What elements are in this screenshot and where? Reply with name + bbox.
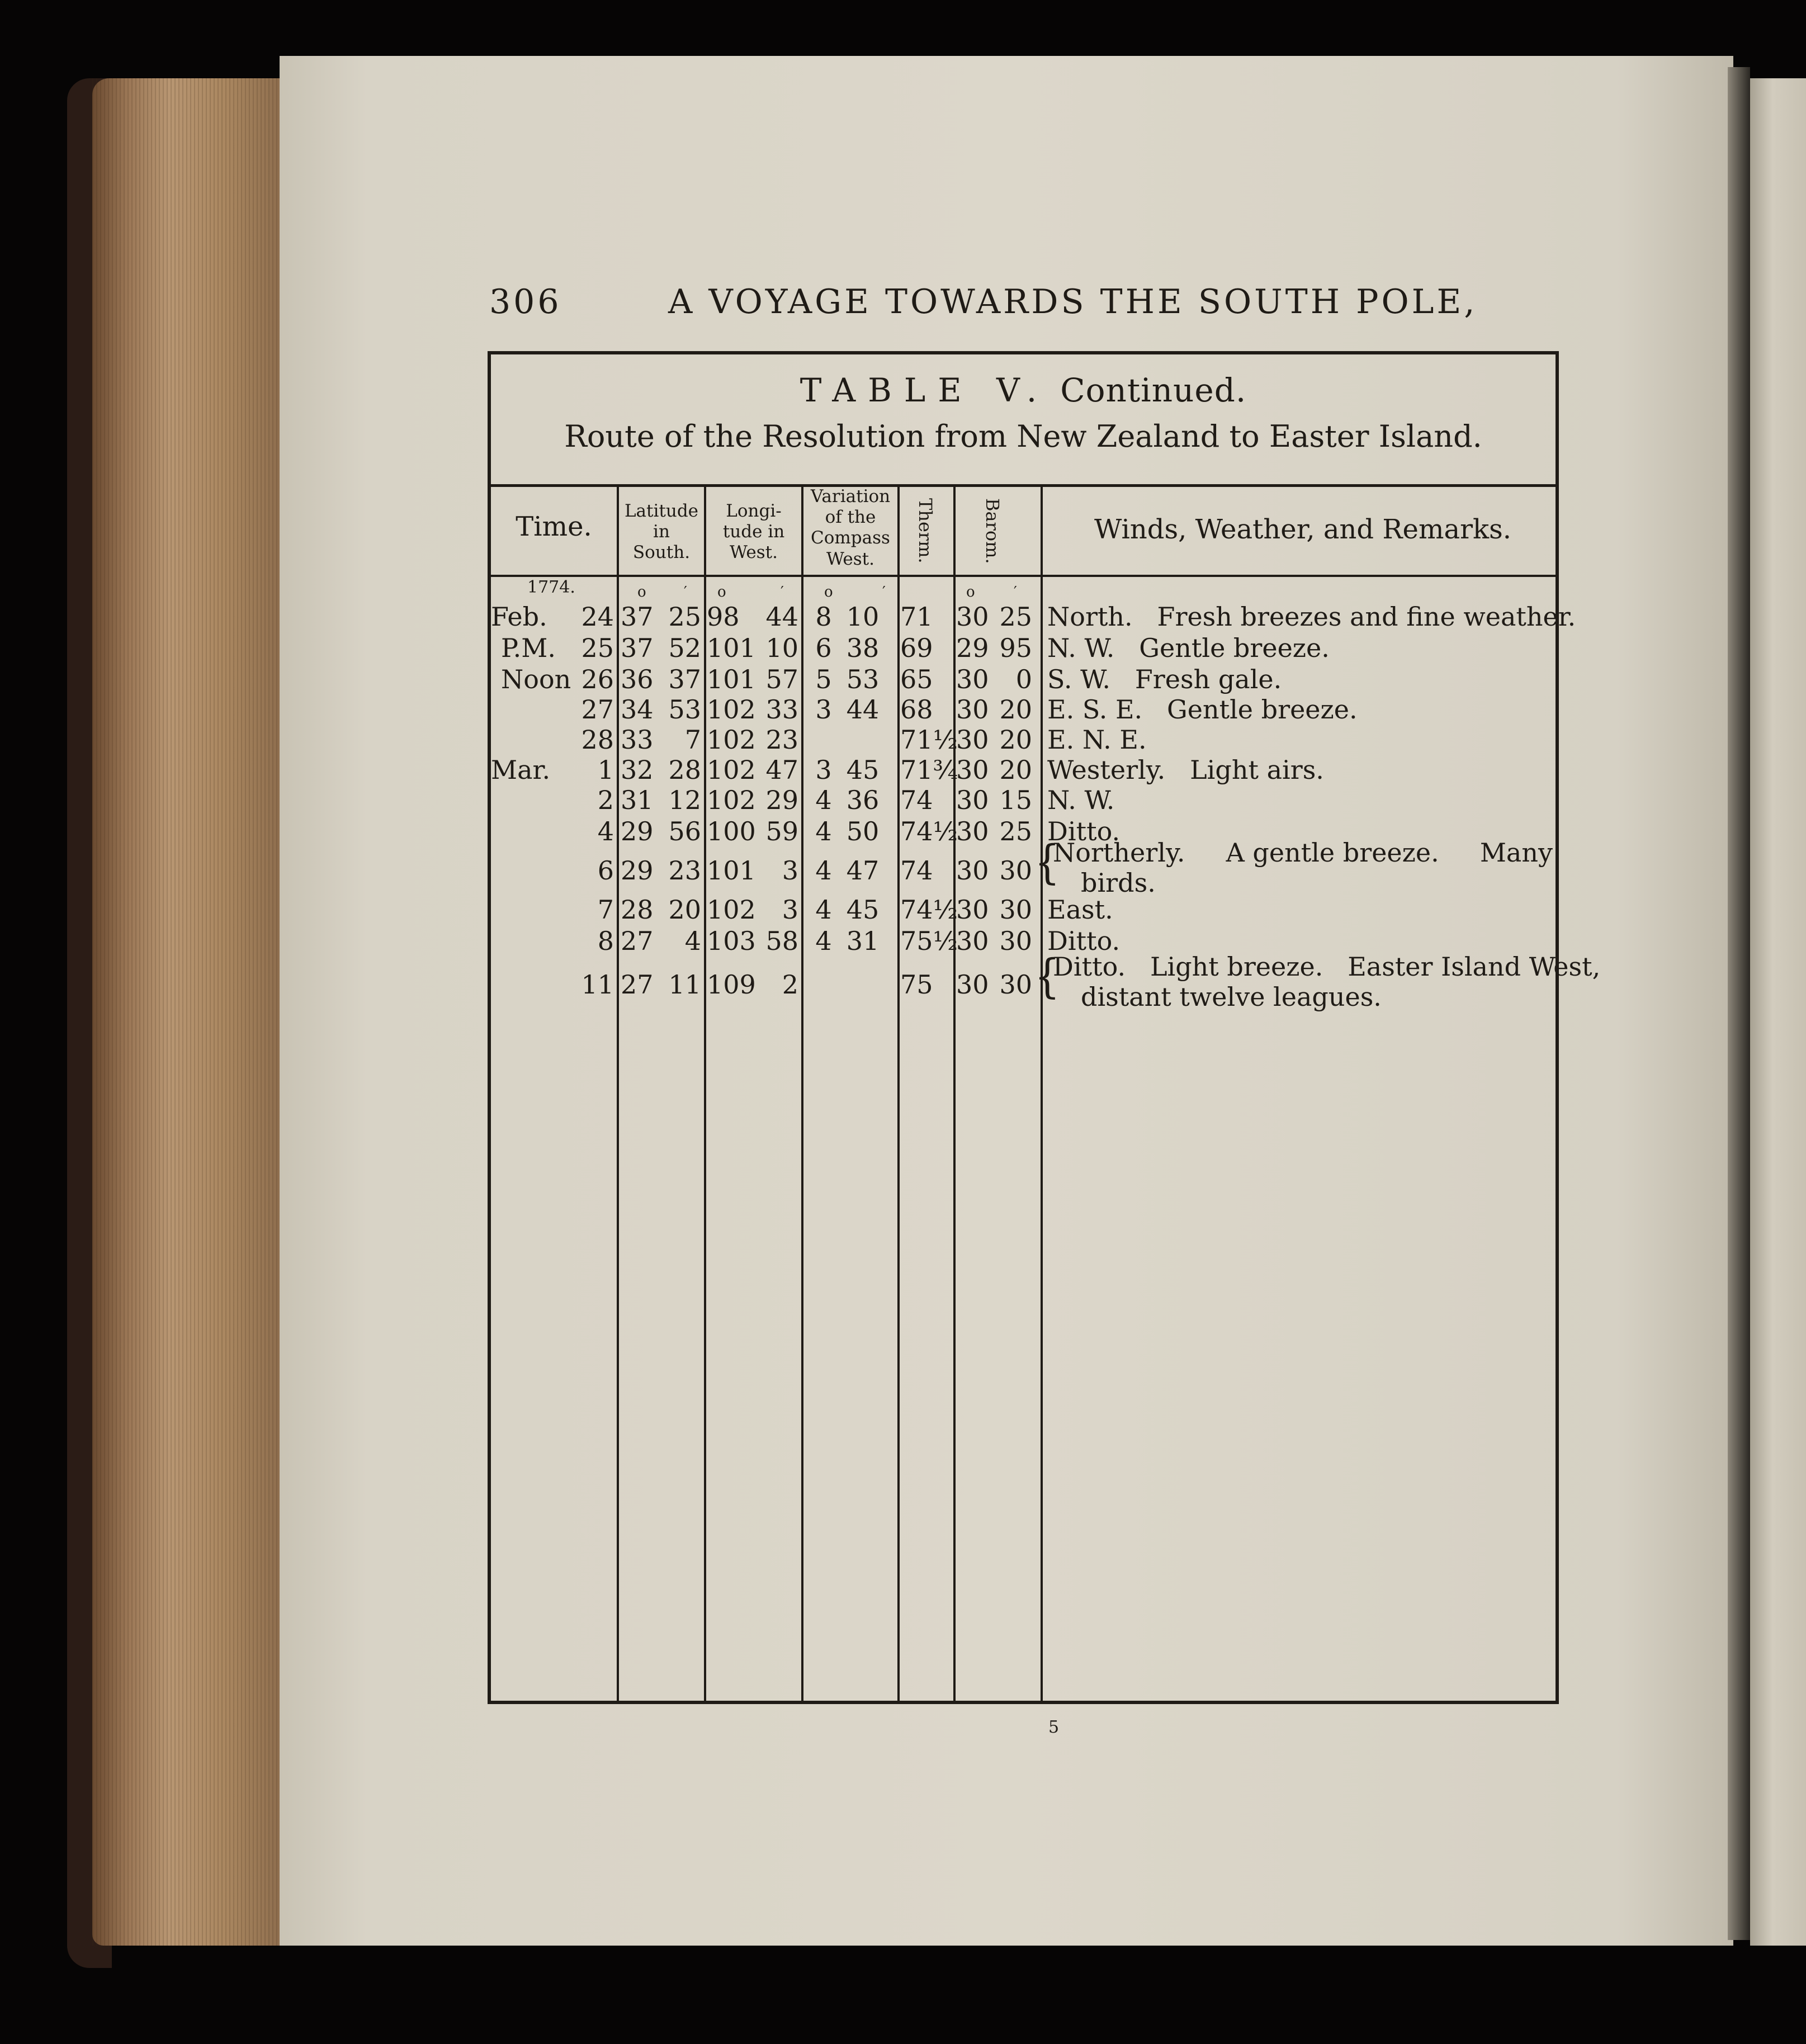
cell-bar-h: 30 xyxy=(999,855,1032,886)
cell-day: 26 xyxy=(581,664,614,694)
cell-remark: S. W. Fresh gale. xyxy=(1047,664,1282,694)
cell-var-d: 4 xyxy=(815,855,832,886)
cell-lat-m: 12 xyxy=(668,785,701,815)
cell-lon-d: 102 xyxy=(707,785,756,815)
cell-lon-d: 102 xyxy=(707,895,756,925)
cell-var-m: 45 xyxy=(846,895,880,925)
cell-lat-d: 31 xyxy=(621,785,654,815)
cell-lon-m: 3 xyxy=(782,895,798,925)
cell-lon-m: 3 xyxy=(782,855,798,886)
cell-day: 6 xyxy=(597,855,614,886)
page-edges xyxy=(92,78,285,1946)
cell-lat-m: 25 xyxy=(668,602,701,632)
cell-bar-i: 30 xyxy=(956,725,989,755)
header-longitude-line3: West. xyxy=(730,542,778,563)
cell-bar-h: 20 xyxy=(999,755,1032,785)
cell-lon-d: 101 xyxy=(707,855,756,886)
cell-var-m: 36 xyxy=(846,785,880,815)
cell-remark: E. N. E. xyxy=(1047,725,1147,755)
header-latitude xyxy=(619,501,704,564)
cell-remark: N. W. Gentle breeze. xyxy=(1047,633,1330,663)
page-number: 306 xyxy=(489,282,562,321)
header-longitude-line2: tude in xyxy=(722,522,785,542)
cell-lon-d: 101 xyxy=(707,633,756,663)
cell-lon-m: 57 xyxy=(765,664,798,694)
cell-therm: 69 xyxy=(900,633,933,663)
cell-remark: Ditto. xyxy=(1047,816,1121,846)
lat-minute-mark: ′ xyxy=(684,584,687,600)
cell-lat-d: 32 xyxy=(621,755,654,785)
cell-therm: 75½ xyxy=(900,926,958,956)
cell-lon-m: 44 xyxy=(765,602,798,632)
header-variation-line1: Variation xyxy=(810,486,891,507)
cell-remark: E. S. E. Gentle breeze. xyxy=(1047,694,1358,725)
cell-var-m: 10 xyxy=(846,602,880,632)
cell-lat-m: 7 xyxy=(684,725,701,755)
cell-lat-d: 33 xyxy=(621,725,654,755)
header-latitude-line3: South. xyxy=(632,542,691,563)
cell-var-m: 53 xyxy=(846,664,880,694)
cell-remark: Ditto. xyxy=(1047,926,1121,956)
cell-therm: 65 xyxy=(900,664,933,694)
var-degree-mark: o xyxy=(824,584,833,600)
cell-lon-m: 10 xyxy=(765,633,798,663)
header-latitude-line2: in xyxy=(653,522,670,542)
col-rule-lon xyxy=(801,485,803,1704)
cell-bar-i: 30 xyxy=(956,694,989,725)
cell-lat-m: 56 xyxy=(668,816,701,846)
cell-lon-d: 102 xyxy=(707,755,756,785)
facing-page xyxy=(1750,78,1806,1946)
cell-lon-m: 47 xyxy=(765,755,798,785)
cell-bar-h: 20 xyxy=(999,694,1032,725)
cell-var-m: 38 xyxy=(846,633,880,663)
header-variation-line4: West. xyxy=(826,548,874,569)
cell-bar-i: 29 xyxy=(956,633,989,663)
cell-lon-m: 23 xyxy=(765,725,798,755)
cell-month: Mar. xyxy=(491,755,551,785)
cell-bar-h: 30 xyxy=(999,926,1032,956)
cell-lon-m: 33 xyxy=(765,694,798,725)
cell-bar-i: 30 xyxy=(956,602,989,632)
header-variation xyxy=(803,486,897,570)
cell-day: 7 xyxy=(597,895,614,925)
cell-bar-i: 30 xyxy=(956,755,989,785)
cell-lat-d: 37 xyxy=(621,633,654,663)
running-title: A VOYAGE TOWARDS THE SOUTH POLE, xyxy=(668,282,1478,321)
cell-therm: 74½ xyxy=(900,816,958,846)
cell-lat-d: 36 xyxy=(621,664,654,694)
header-barom: Barom. xyxy=(982,498,1003,564)
header-time: Time. xyxy=(516,511,592,542)
cell-lat-d: 29 xyxy=(621,816,654,846)
col-rule-barom xyxy=(1041,485,1043,1704)
cell-var-d: 8 xyxy=(815,602,832,632)
table-title xyxy=(491,371,1556,409)
var-minute-mark: ′ xyxy=(882,584,886,600)
cell-remark: N. W. xyxy=(1047,785,1115,815)
header-variation-line3: Compass xyxy=(811,528,890,548)
cell-lon-d: 102 xyxy=(707,725,756,755)
col-rule-time xyxy=(617,485,619,1704)
cell-day: 8 xyxy=(597,926,614,956)
cell-lat-m: 4 xyxy=(684,926,701,956)
bar-minute-mark: ′ xyxy=(1014,584,1017,600)
cell-therm: 71¾ xyxy=(900,755,958,785)
cell-day: 1 xyxy=(597,755,614,785)
cell-var-d: 4 xyxy=(815,895,832,925)
cell-bar-h: 20 xyxy=(999,725,1032,755)
cell-bar-h: 0 xyxy=(1015,664,1032,694)
table-title-suffix: Continued. xyxy=(1060,371,1247,409)
cell-lon-d: 102 xyxy=(707,694,756,725)
cell-therm: 71 xyxy=(900,602,933,632)
cell-remark-continued: distant twelve leagues. xyxy=(1081,982,1382,1012)
cell-lon-d: 103 xyxy=(707,926,756,956)
cell-lat-m: 53 xyxy=(668,694,701,725)
cell-lat-d: 29 xyxy=(621,855,654,886)
cell-lat-d: 27 xyxy=(621,969,654,1000)
col-rule-therm xyxy=(953,485,956,1704)
cell-bar-h: 30 xyxy=(999,969,1032,1000)
cell-lat-m: 20 xyxy=(668,895,701,925)
cell-remark: Westerly. Light airs. xyxy=(1047,755,1324,785)
cell-var-m: 50 xyxy=(846,816,880,846)
cell-lat-m: 37 xyxy=(668,664,701,694)
cell-var-d: 6 xyxy=(815,633,832,663)
cell-bar-h: 25 xyxy=(999,602,1032,632)
cell-lon-d: 100 xyxy=(707,816,756,846)
cell-bar-i: 30 xyxy=(956,926,989,956)
col-rule-lat xyxy=(704,485,706,1704)
rule-below-headers xyxy=(491,575,1556,577)
cell-bar-h: 25 xyxy=(999,816,1032,846)
cell-lon-m: 59 xyxy=(765,816,798,846)
book-gutter xyxy=(1728,67,1750,1940)
running-head xyxy=(489,282,1478,327)
cell-lat-d: 37 xyxy=(621,602,654,632)
cell-day: 11 xyxy=(581,969,614,1000)
cell-therm: 71½ xyxy=(900,725,958,755)
cell-label: P.M. xyxy=(501,633,556,663)
cell-lat-m: 11 xyxy=(668,969,701,1000)
brace-mark: { xyxy=(1034,835,1060,889)
cell-var-m: 44 xyxy=(846,694,880,725)
cell-remark: Ditto. Light breeze. Easter Island West, xyxy=(1053,952,1601,982)
cell-month: Feb. xyxy=(491,602,547,632)
bar-degree-mark: o xyxy=(966,584,975,600)
cell-lat-d: 28 xyxy=(621,895,654,925)
cell-therm: 68 xyxy=(900,694,933,725)
cell-var-d: 4 xyxy=(815,816,832,846)
cell-lon-d: 109 xyxy=(707,969,756,1000)
header-longitude-line1: Longi- xyxy=(726,501,782,521)
header-longitude xyxy=(706,501,801,564)
cell-lat-m: 52 xyxy=(668,633,701,663)
data-table xyxy=(488,351,1601,1704)
year-label: 1774. xyxy=(527,578,575,597)
col-rule-var xyxy=(897,485,900,1704)
cell-day: 25 xyxy=(581,633,614,663)
cell-lon-m: 29 xyxy=(765,785,798,815)
header-remarks: Winds, Weather, and Remarks. xyxy=(1094,514,1511,545)
brace-mark: { xyxy=(1034,949,1060,1004)
lon-minute-mark: ′ xyxy=(781,584,784,600)
cell-bar-i: 30 xyxy=(956,785,989,815)
cell-var-d: 4 xyxy=(815,785,832,815)
cell-remark: North. Fresh breezes and fine weather. xyxy=(1047,602,1576,632)
rule-below-title xyxy=(491,484,1556,487)
cell-lat-d: 27 xyxy=(621,926,654,956)
cell-remark: East. xyxy=(1047,895,1113,925)
cell-therm: 74 xyxy=(900,785,933,815)
cell-day: 2 xyxy=(597,785,614,815)
cell-therm: 74½ xyxy=(900,895,958,925)
cell-day: 24 xyxy=(581,602,614,632)
cell-lon-m: 58 xyxy=(765,926,798,956)
signature-mark: 5 xyxy=(1048,1717,1060,1737)
cell-lat-m: 28 xyxy=(668,755,701,785)
cell-var-d: 5 xyxy=(815,664,832,694)
header-therm: Therm. xyxy=(915,498,936,564)
cell-remark-continued: birds. xyxy=(1081,868,1156,898)
cell-var-m: 47 xyxy=(846,855,880,886)
cell-remark: Northerly. A gentle breeze. Many xyxy=(1053,838,1553,868)
cell-day: 28 xyxy=(581,725,614,755)
cell-lat-d: 34 xyxy=(621,694,654,725)
cell-var-d: 4 xyxy=(815,926,832,956)
cell-bar-h: 95 xyxy=(999,633,1032,663)
header-variation-line2: of the xyxy=(825,507,876,528)
cell-bar-i: 30 xyxy=(956,816,989,846)
cell-bar-i: 30 xyxy=(956,895,989,925)
table-title-main: TABLE V. xyxy=(800,371,1049,409)
lat-degree-mark: o xyxy=(637,584,646,600)
cell-bar-i: 30 xyxy=(956,969,989,1000)
cell-lat-m: 23 xyxy=(668,855,701,886)
cell-var-d: 3 xyxy=(815,694,832,725)
cell-lon-d: 98 xyxy=(707,602,740,632)
header-latitude-line1: Latitude xyxy=(624,501,699,521)
cell-therm: 74 xyxy=(900,855,933,886)
cell-day: 27 xyxy=(581,694,614,725)
cell-therm: 75 xyxy=(900,969,933,1000)
cell-bar-i: 30 xyxy=(956,855,989,886)
cell-bar-h: 15 xyxy=(999,785,1032,815)
cell-var-d: 3 xyxy=(815,755,832,785)
cell-bar-h: 30 xyxy=(999,895,1032,925)
cell-lon-m: 2 xyxy=(782,969,798,1000)
table-subtitle: Route of the Resolution from New Zealand to Easter Island. xyxy=(564,419,1482,454)
cell-var-m: 45 xyxy=(846,755,880,785)
cell-lon-d: 101 xyxy=(707,664,756,694)
cell-day: 4 xyxy=(597,816,614,846)
cell-bar-i: 30 xyxy=(956,664,989,694)
lon-degree-mark: o xyxy=(717,584,726,600)
cell-label: Noon xyxy=(501,664,571,694)
cell-var-m: 31 xyxy=(846,926,880,956)
